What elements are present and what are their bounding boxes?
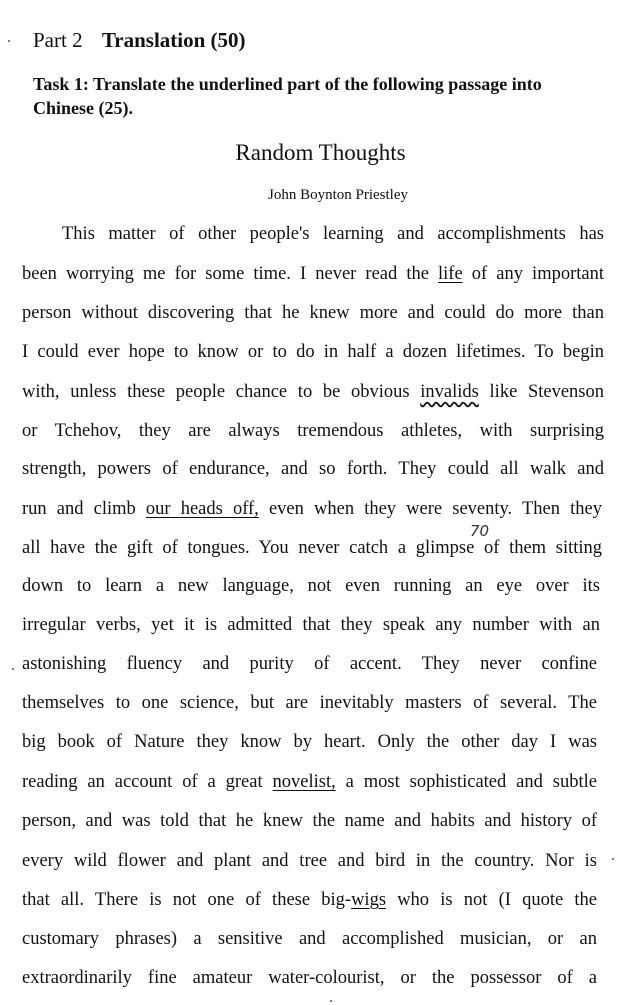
body-line bbox=[22, 966, 597, 990]
task-instruction-line-2: Chinese (25). bbox=[33, 98, 133, 118]
underlined-phrase: wigs bbox=[351, 890, 387, 910]
scan-speck bbox=[12, 668, 14, 670]
body-line bbox=[22, 340, 604, 364]
body-line bbox=[22, 497, 602, 521]
underlined-phrase: invalids bbox=[420, 382, 479, 402]
body-text-run: strength, powers of endurance, and so forth. They could all walk and bbox=[22, 459, 604, 479]
body-text-run: customary phrases) a sensitive and accomplished musician, or an bbox=[22, 929, 597, 949]
body-line bbox=[22, 262, 604, 286]
body-text-run: or Tchehov, they are always tremendous athletes, with surprising bbox=[22, 421, 604, 441]
body-text-run: reading an account of a great bbox=[22, 772, 273, 792]
body-text-run: big book of Nature they know by heart. Only the other day I was bbox=[22, 732, 597, 752]
margin-number-annotation: 70 bbox=[470, 522, 490, 540]
body-line bbox=[22, 652, 597, 676]
body-text-run: with, unless these people chance to be obvious bbox=[22, 382, 421, 402]
body-line bbox=[22, 691, 597, 715]
body-line bbox=[22, 536, 602, 560]
part-title: Translation (50) bbox=[101, 28, 246, 52]
body-line bbox=[22, 927, 597, 951]
body-text-run: I could ever hope to know or to do in half a dozen lifetimes. To begin bbox=[22, 342, 604, 362]
scan-speck bbox=[330, 1000, 332, 1002]
body-text-run: This matter of other people's learning and accomplishments has bbox=[62, 224, 604, 244]
task-instruction-line-1: Task 1: Translate the underlined part of the following passage into bbox=[33, 74, 542, 94]
scan-speck bbox=[8, 40, 10, 42]
body-line bbox=[62, 222, 604, 246]
body-text-run: person without discovering that he knew more and could do more than bbox=[22, 303, 604, 323]
body-text-run: even when they were seventy. Then they bbox=[258, 499, 602, 519]
body-line bbox=[22, 849, 597, 873]
underlined-phrase: life bbox=[438, 264, 463, 284]
body-line bbox=[22, 301, 604, 325]
body-line bbox=[22, 457, 604, 481]
body-text-run: all have the gift of tongues. You never catch a glimpse of them sitting bbox=[22, 538, 602, 558]
body-text-run: of any important bbox=[462, 264, 604, 284]
body-text-run: been worrying me for some time. I never read the bbox=[22, 264, 439, 284]
body-text-run: irregular verbs, yet it is admitted that they speak any number with an bbox=[22, 615, 600, 635]
body-text-run: that all. There is not one of these big- bbox=[22, 890, 352, 910]
body-text-run: extraordinarily fine amateur water-colourist, or the possessor of a bbox=[22, 968, 597, 988]
essay-title: Random Thoughts bbox=[235, 140, 406, 165]
body-line bbox=[22, 613, 600, 637]
body-line bbox=[22, 574, 600, 598]
body-line bbox=[22, 809, 597, 833]
body-text-run: astonishing fluency and purity of accent. They never confine bbox=[22, 654, 597, 674]
underlined-phrase: novelist, bbox=[272, 772, 336, 792]
body-text-run: themselves to one science, but are inevitably masters of several. The bbox=[22, 693, 597, 713]
body-text-run: a most sophisticated and subtle bbox=[335, 772, 597, 792]
body-text-run: person, and was told that he knew the name and habits and history of bbox=[22, 811, 597, 831]
part-heading bbox=[33, 28, 246, 53]
body-line bbox=[22, 419, 604, 443]
part-label: Part 2 bbox=[33, 28, 83, 52]
body-text-run: every wild flower and plant and tree and bird in the country. Nor is bbox=[22, 851, 597, 871]
body-line bbox=[22, 380, 604, 404]
body-text-run: who is not (I quote the bbox=[386, 890, 597, 910]
body-line bbox=[22, 770, 597, 794]
essay-author: John Boynton Priestley bbox=[267, 187, 408, 203]
body-line bbox=[22, 730, 597, 754]
body-text-run: like Stevenson bbox=[478, 382, 604, 402]
body-line bbox=[22, 888, 597, 912]
body-text-run: down to learn a new language, not even running an eye over its bbox=[22, 576, 600, 596]
scan-speck bbox=[612, 858, 614, 860]
underlined-phrase: our heads off, bbox=[145, 499, 259, 519]
body-text-run: run and climb bbox=[22, 499, 146, 519]
